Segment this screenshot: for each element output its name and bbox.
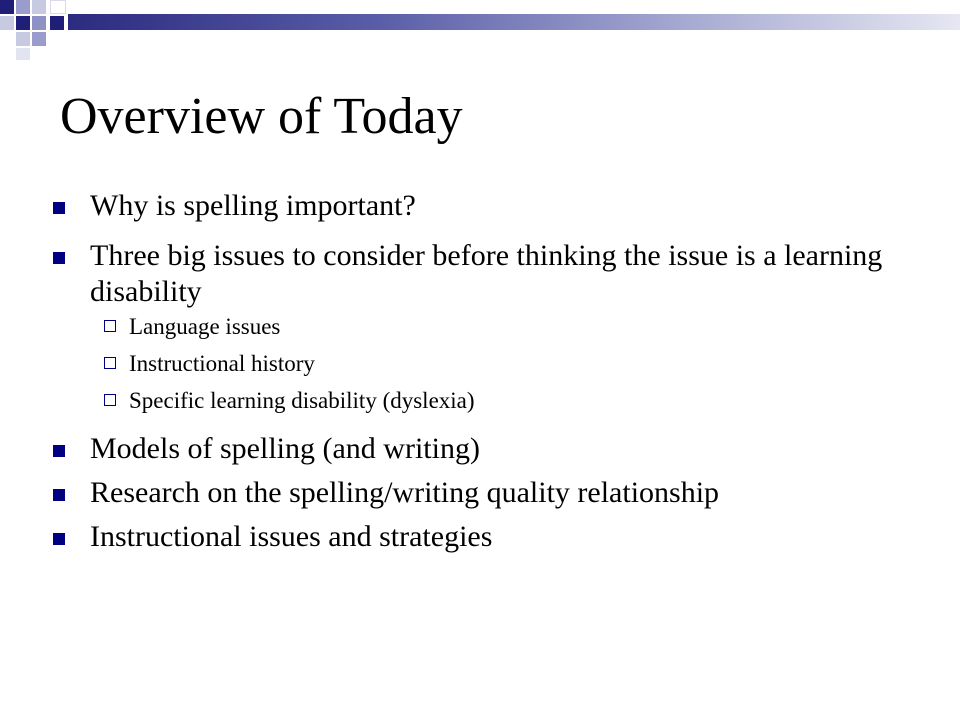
deco-square <box>16 0 30 14</box>
bullet-text: Why is spelling important? <box>90 189 416 222</box>
deco-square <box>32 32 46 46</box>
bullet-text: Models of spelling (and writing) <box>90 432 480 465</box>
bullet-item <box>90 519 900 555</box>
deco-square <box>0 0 14 14</box>
bullet-item <box>90 188 900 224</box>
sub-bullet-item <box>129 387 475 415</box>
hollow-square-bullet-icon <box>104 357 116 369</box>
bullet-text: Three big issues to consider before thinking the issue is a learning disability <box>90 239 883 308</box>
hollow-square-bullet-icon <box>104 394 116 406</box>
header-decoration <box>0 0 960 60</box>
deco-square <box>50 16 64 30</box>
deco-square <box>16 48 30 60</box>
square-bullet-icon <box>53 252 65 264</box>
sub-bullet-text: Instructional history <box>129 351 315 376</box>
deco-square <box>50 0 66 14</box>
deco-square <box>0 16 14 30</box>
sub-bullet-text: Specific learning disability (dyslexia) <box>129 388 475 413</box>
slide-title: Overview of Today <box>60 88 463 145</box>
bullet-item <box>90 431 900 467</box>
sub-bullet-item <box>129 313 280 341</box>
header-gradient-band <box>68 14 960 30</box>
square-bullet-icon <box>53 202 65 214</box>
bullet-item <box>90 238 900 310</box>
square-bullet-icon <box>53 445 65 457</box>
bullet-text: Research on the spelling/writing quality relationship <box>90 476 720 509</box>
hollow-square-bullet-icon <box>104 320 116 332</box>
deco-square <box>32 0 46 14</box>
square-bullet-icon <box>53 533 65 545</box>
sub-bullet-text: Language issues <box>129 314 281 339</box>
deco-square <box>16 16 30 30</box>
bullet-item <box>90 475 900 511</box>
square-bullet-icon <box>53 489 65 501</box>
bullet-text: Instructional issues and strategies <box>90 520 493 553</box>
sub-bullet-item <box>129 350 315 378</box>
deco-square <box>16 32 30 46</box>
deco-square <box>32 16 46 30</box>
